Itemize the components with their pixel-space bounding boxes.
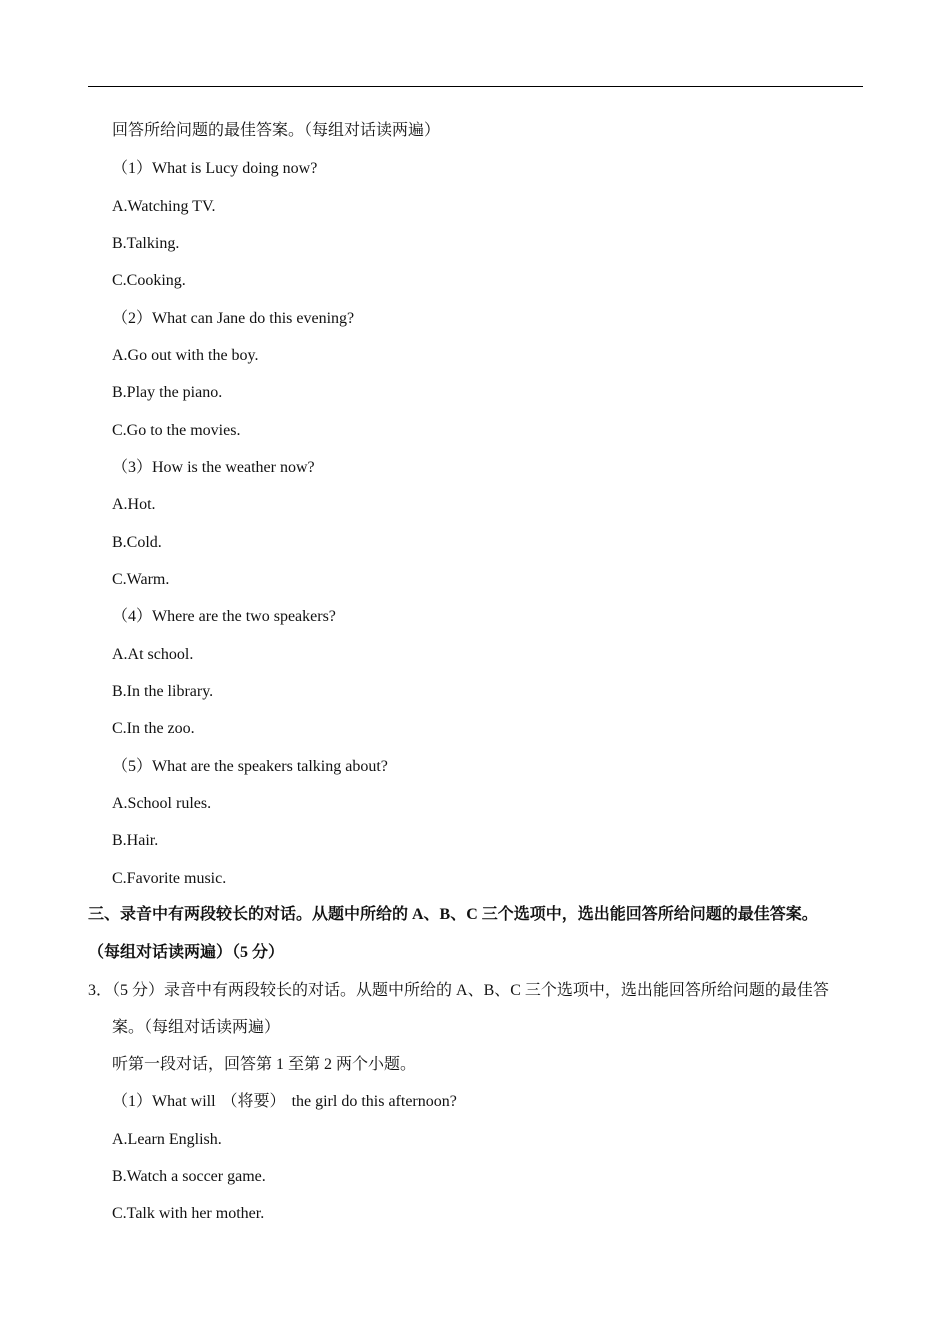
item-3-number: 3．: [88, 982, 113, 999]
option-3b: B.Cold.: [112, 534, 162, 551]
item-3-line2: 案。（每组对话读两遍）: [112, 1019, 281, 1036]
option-2c: C.Go to the movies.: [112, 422, 241, 439]
continued-instruction: 回答所给问题的最佳答案。（每组对话读两遍）: [112, 122, 441, 139]
question-5: （5）What are the speakers talking about?: [112, 758, 388, 775]
item-3-text: （5 分）录音中有两段较长的对话。从题中所给的 A、B、C 三个选项中，选出能回答所给问题的最佳答: [112, 982, 829, 999]
header-rule: [88, 86, 863, 87]
option-3c: C.Warm.: [112, 571, 170, 588]
section3-heading-line2: （每组对话读两遍）（5 分）: [88, 944, 285, 961]
section3-heading-line1: 三、录音中有两段较长的对话。从题中所给的 A、B、C 三个选项中，选出能回答所给问题的最佳答案。: [88, 906, 818, 923]
option-5b: B.Hair.: [112, 832, 159, 849]
section3-option-b: B.Watch a soccer game.: [112, 1168, 266, 1185]
option-4c: C.In the zoo.: [112, 720, 195, 737]
option-1c: C.Cooking.: [112, 272, 186, 289]
section3-option-c: C.Talk with her mother.: [112, 1205, 265, 1222]
option-4b: B.In the library.: [112, 683, 214, 700]
option-2a: A.Go out with the boy.: [112, 347, 259, 364]
option-1a: A.Watching TV.: [112, 198, 216, 215]
option-5c: C.Favorite music.: [112, 870, 227, 887]
question-2: （2）What can Jane do this evening?: [112, 310, 355, 327]
section3-question-1: [112, 1092, 457, 1112]
section3-question-1-part1: （1）What will: [112, 1093, 216, 1110]
section3-question-1-part2: the girl do this afternoon?: [291, 1093, 457, 1110]
question-3: （3）How is the weather now?: [112, 459, 315, 476]
question-1: （1）What is Lucy doing now?: [112, 160, 318, 177]
option-3a: A.Hot.: [112, 496, 156, 513]
option-5a: A.School rules.: [112, 795, 212, 812]
option-2b: B.Play the piano.: [112, 384, 223, 401]
section3-question-1-hint: （将要）: [221, 1093, 286, 1110]
section3-option-a: A.Learn English.: [112, 1131, 222, 1148]
option-4a: A.At school.: [112, 646, 194, 663]
item-3-line1: [88, 981, 829, 1001]
sub-instruction: 听第一段对话，回答第 1 至第 2 两个小题。: [112, 1056, 417, 1073]
option-1b: B.Talking.: [112, 235, 180, 252]
question-4: （4）Where are the two speakers?: [112, 608, 336, 625]
